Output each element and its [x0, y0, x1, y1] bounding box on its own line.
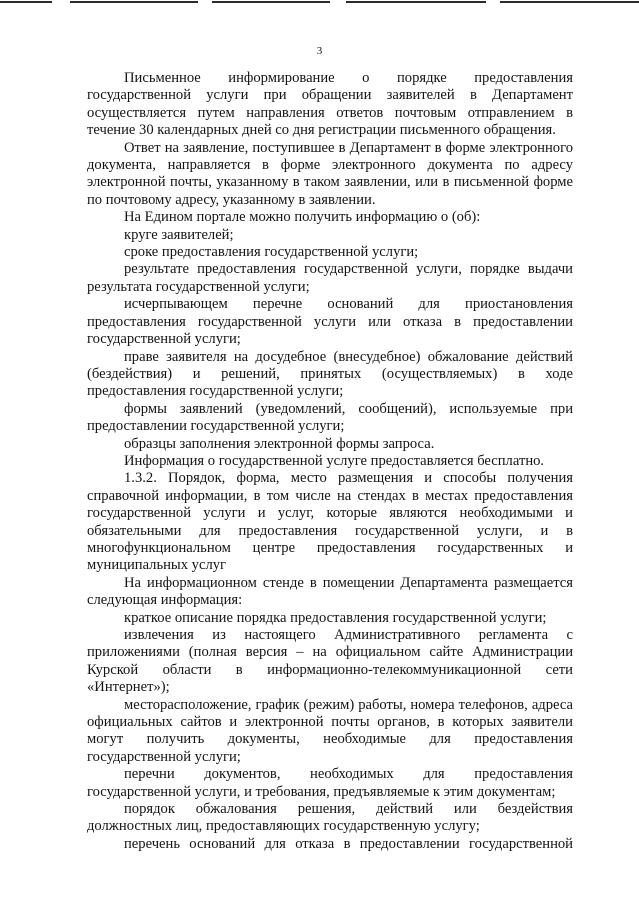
- list-item-procedure-summary: краткое описание порядка предоставления государственной услуги;: [124, 609, 547, 626]
- paragraph-reply-to-application: Ответ на заявление, поступившее в Департамент в форме электронного документа, направляется в форме электронного документа по адресу электронной почты, указанному в таком заявлении, или в письменной форме по почтовому адресу, указанному в заявлении.: [87, 139, 573, 208]
- list-item-document-lists: перечни документов, необходимых для предоставления государственной услуги, и требования, предъявляемые к этим документам;: [87, 766, 573, 800]
- page-number: 3: [316, 45, 323, 57]
- list-item-service-result: результате предоставления государственной услуги, порядке выдачи результата государственной услуги;: [87, 261, 573, 295]
- document-body: [87, 70, 573, 853]
- paragraph-free-of-charge: Информация о государственной услуге предоставляется бесплатно.: [124, 452, 545, 469]
- list-item-grounds-suspension: исчерпывающем перечне оснований для приостановления предоставления государственной услуги или отказа в предоставлении государственной услуги;: [87, 296, 573, 348]
- paragraph-written-informing: Письменное информирование о порядке предоставления государственной услуги при обращении заявителей в Департамент осуществляется путем направления ответов почтовым отправлением в течение 30 календарных дней со дня регистрации письменного обращения.: [87, 70, 573, 139]
- list-item-form-samples: образцы заполнения электронной формы запроса.: [124, 435, 435, 452]
- paragraph-info-stand: На информационном стенде в помещении Департамента размещается следующая информация:: [87, 574, 573, 609]
- paragraph-portal-info-intro: На Едином портале можно получить информацию о (об):: [124, 209, 481, 226]
- list-item-refusal-grounds: перечень оснований для отказа в предоставлении государственной: [124, 835, 573, 852]
- list-item-appeal-procedure: порядок обжалования решения, действий или бездействия должностных лиц, предоставляющих государственную услугу;: [87, 801, 573, 835]
- list-item-service-term: сроке предоставления государственной услуги;: [124, 244, 419, 261]
- list-item-regulation-extracts: извлечения из настоящего Административного регламента с приложениями (полная версия – на официальном сайте Администрации Курской области в информационно-телекоммуникационной сети «Интернет»);: [87, 627, 573, 696]
- paragraph-section-1-3-2: 1.3.2. Порядок, форма, место размещения и способы получения справочной информации, в том числе на стендах в местах предоставления государственной услуги и услуг, которые являются необходимыми и обязательными для предоставления государственной услуги, и в многофункциональном центре предоставления государственных и муниципальных услуг: [87, 470, 573, 574]
- list-item-application-forms: формы заявлений (уведомлений, сообщений), используемые при предоставлении государственной услуги;: [87, 400, 573, 435]
- list-item-appeal-right: праве заявителя на досудебное (внесудебное) обжалование действий (бездействия) и решений, принятых (осуществляемых) в ходе предоставления государственной услуги;: [87, 348, 573, 400]
- scan-top-edge: [0, 1, 639, 4]
- list-item-applicants: круге заявителей;: [124, 226, 234, 243]
- list-item-location-schedule: месторасположение, график (режим) работы, номера телефонов, адреса официальных сайтов и электронной почты органов, в которых заявители могут получить документы, необходимые для предоставления государственной услуги;: [87, 696, 573, 765]
